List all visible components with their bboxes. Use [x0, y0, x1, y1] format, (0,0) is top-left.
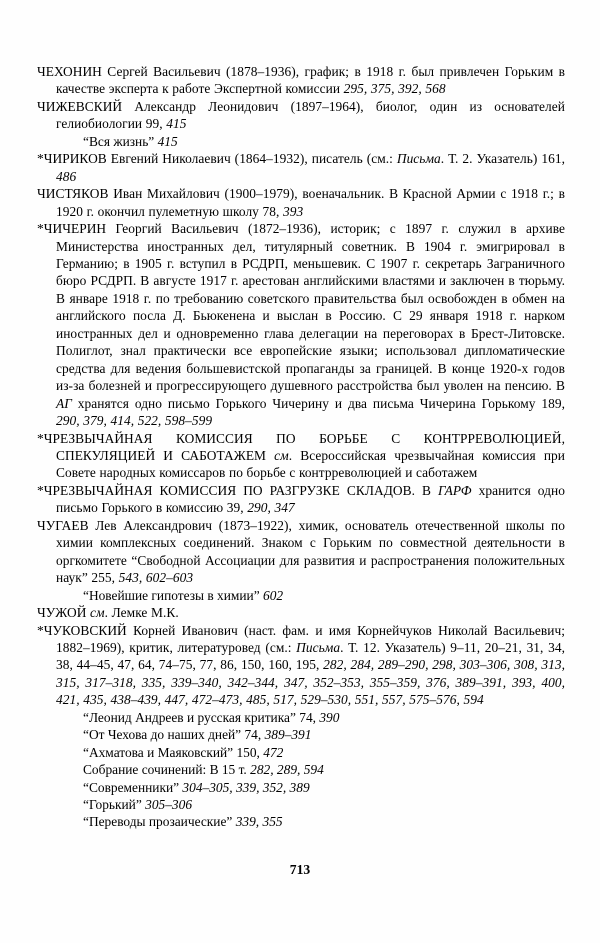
entry-text: Собрание сочинений: В 15 т.	[83, 762, 251, 778]
entry-text: *ЧРЕЗВЫЧАЙНАЯ КОМИССИЯ ПО РАЗГРУЗКЕ СКЛАДОВ. В	[37, 482, 439, 498]
index-subentry	[37, 726, 565, 743]
page-reference-italic: Письма	[296, 639, 341, 655]
entry-text: “Современники”	[83, 779, 183, 795]
entry-text: “Горький”	[83, 797, 146, 813]
entry-text: ЧИЖЕВСКИЙ Александр Леонидович (1897–1964), биолог, один из основателей гелиобиологии 99,	[37, 98, 565, 132]
index-subentry	[37, 744, 565, 761]
index-entry	[37, 98, 565, 133]
index-subentry	[37, 796, 565, 813]
page-reference-italic: 602	[263, 587, 284, 603]
index-entry	[37, 604, 565, 621]
page-reference-italic: Письма	[396, 151, 441, 167]
entry-text: хранится одно письмо Горького в комиссию 39,	[56, 482, 565, 516]
index-entry	[37, 185, 565, 220]
entry-text: ЧУЖОЙ	[37, 605, 91, 621]
page-reference-italic: 305–306	[145, 797, 193, 813]
entry-text: ЧУГАЕВ Лев Александрович (1873–1922), химик, основатель отечественной школы по химии комплексных соединений. Знаком с Горьким по совместной деятельности в оргкомитете “Свободной Ассоциации для развития и распространения положительных наук” 255,	[37, 517, 565, 586]
entry-text: *ЧУКОВСКИЙ Корней Иванович (наст. фам. и имя Корнейчуков Николай Васильевич; 1882–1969), критик, литературовед (см.:	[37, 622, 565, 655]
entry-text: ЧИСТЯКОВ Иван Михайлович (1900–1979), военачальник. В Красной Армии с 1918 г.; в 1920 г. окончил пулеметную школу 78,	[37, 186, 565, 219]
page-reference-italic: 543, 602–603	[118, 570, 194, 586]
page-reference-italic: 290, 379, 414, 522, 598–599	[56, 413, 213, 429]
entry-text: “Переводы прозаические”	[83, 814, 236, 830]
entry-text: . Всероссийская чрезвычайная комиссия при Совете народных комиссаров по борьбе с контрреволюцией и саботажем	[56, 447, 566, 481]
entry-text: “Ахматова и Маяковский” 150,	[83, 744, 264, 760]
page-reference-italic: ГАРФ	[438, 482, 472, 498]
page-reference-italic: АГ	[56, 395, 72, 411]
entry-text: ЧЕХОНИН Сергей Васильевич (1878–1936), график; в 1918 г. был привлечен Горьким в качестве эксперта к работе Экспертной комиссии	[37, 64, 565, 97]
index-entry	[37, 430, 565, 482]
entry-text: “От Чехова до наших дней” 74,	[83, 727, 265, 743]
page-reference-italic: 282, 289, 594	[250, 762, 324, 778]
page-reference-italic: 290, 347	[247, 500, 295, 516]
entry-text: . Лемке М.К.	[104, 605, 179, 621]
entry-text: *ЧИЧЕРИН Георгий Васильевич (1872–1936), историк; с 1897 г. служил в архиве Министерства иностранных дел, титулярный советник. В 1904 г. эмигрировал в Германию; в 1905 г. вступил в РСДРП, меньшевик. С 1907 г. секретарь Заграничного бюро РСДРП. В августе 1917 г. арестован английскими властями и заключен в тюрьму. В январе 1918 г. по требованию советского правительства был освобожден в обмен на английского посла Д. Бьюкенена и выслан в Россию. С 29 января 1918 г. нарком иностранных дел и одновременно глава делегации на переговорах в Брест-Литовске. Полиглот, знал практически все европейские языки; использовал дипломатические средства для ведения большевистской пропаганды за границей. В конце 1920-х годов из-за болезней и прогрессирующего душевного расстройства был уволен на пенсию. В	[37, 221, 565, 394]
index-subentry	[37, 709, 565, 726]
entry-text: “Новейшие гипотезы в химии”	[83, 587, 263, 603]
page-reference-italic: см	[90, 605, 105, 621]
index-subentry	[37, 813, 565, 830]
entry-text: “Леонид Андреев и русская критика” 74,	[83, 709, 320, 725]
page-reference-italic: 304–305, 339, 352, 389	[182, 779, 310, 795]
entry-text: . Т. 12. Указатель) 9–11, 20–21, 31, 34, 38, 44–45, 47, 64, 74–75, 77, 86, 150, 160, 195,	[56, 639, 565, 673]
index-entry-list	[37, 63, 565, 831]
page-reference-italic: 472	[263, 744, 284, 760]
page-reference-italic: 415	[166, 116, 187, 132]
index-entry	[37, 517, 565, 587]
index-entry	[37, 622, 565, 709]
index-subentry	[37, 587, 565, 604]
page-reference-italic: 282, 284, 289–290, 298, 303–306, 308, 313, 315, 317–318, 335, 339–340, 342–344, 347, 352–353, 355–359, 376, 389–391, 393, 400, 421, 435, 438–439, 447, 472–473, 485, 517, 529–530, 551, 557, 575–576, 594	[56, 657, 565, 708]
index-subentry	[37, 761, 565, 778]
entry-text: “Вся жизнь”	[83, 133, 158, 149]
index-subentry	[37, 779, 565, 796]
index-subentry	[37, 133, 565, 150]
index-entry	[37, 482, 565, 517]
page-reference-italic: 390	[319, 709, 340, 725]
page-reference-italic: см	[274, 447, 289, 463]
page-reference-italic: 415	[157, 133, 178, 149]
page-reference-italic: 295, 375, 392, 568	[343, 81, 446, 97]
entry-text: *ЧРЕЗВЫЧАЙНАЯ КОМИССИЯ ПО БОРЬБЕ С КОНТРРЕВОЛЮЦИЕЙ, СПЕКУЛЯЦИЕЙ И САБОТАЖЕМ	[37, 430, 565, 463]
page-reference-italic: 393	[283, 203, 304, 219]
page-number: 713	[289, 862, 311, 877]
entry-text: *ЧИРИКОВ Евгений Николаевич (1864–1932), писатель (см.:	[37, 151, 397, 167]
index-entry	[37, 150, 565, 185]
entry-text: . Т. 2. Указатель) 161,	[440, 151, 565, 167]
index-entry	[37, 63, 565, 98]
page-reference-italic: 486	[56, 168, 77, 184]
entry-text: хранятся одно письмо Горького Чичерину и два письма Чичерина Горькому 189,	[71, 395, 565, 411]
page-reference-italic: 389–391	[264, 727, 312, 743]
index-entry	[37, 220, 565, 429]
page-reference-italic: 339, 355	[235, 814, 283, 830]
